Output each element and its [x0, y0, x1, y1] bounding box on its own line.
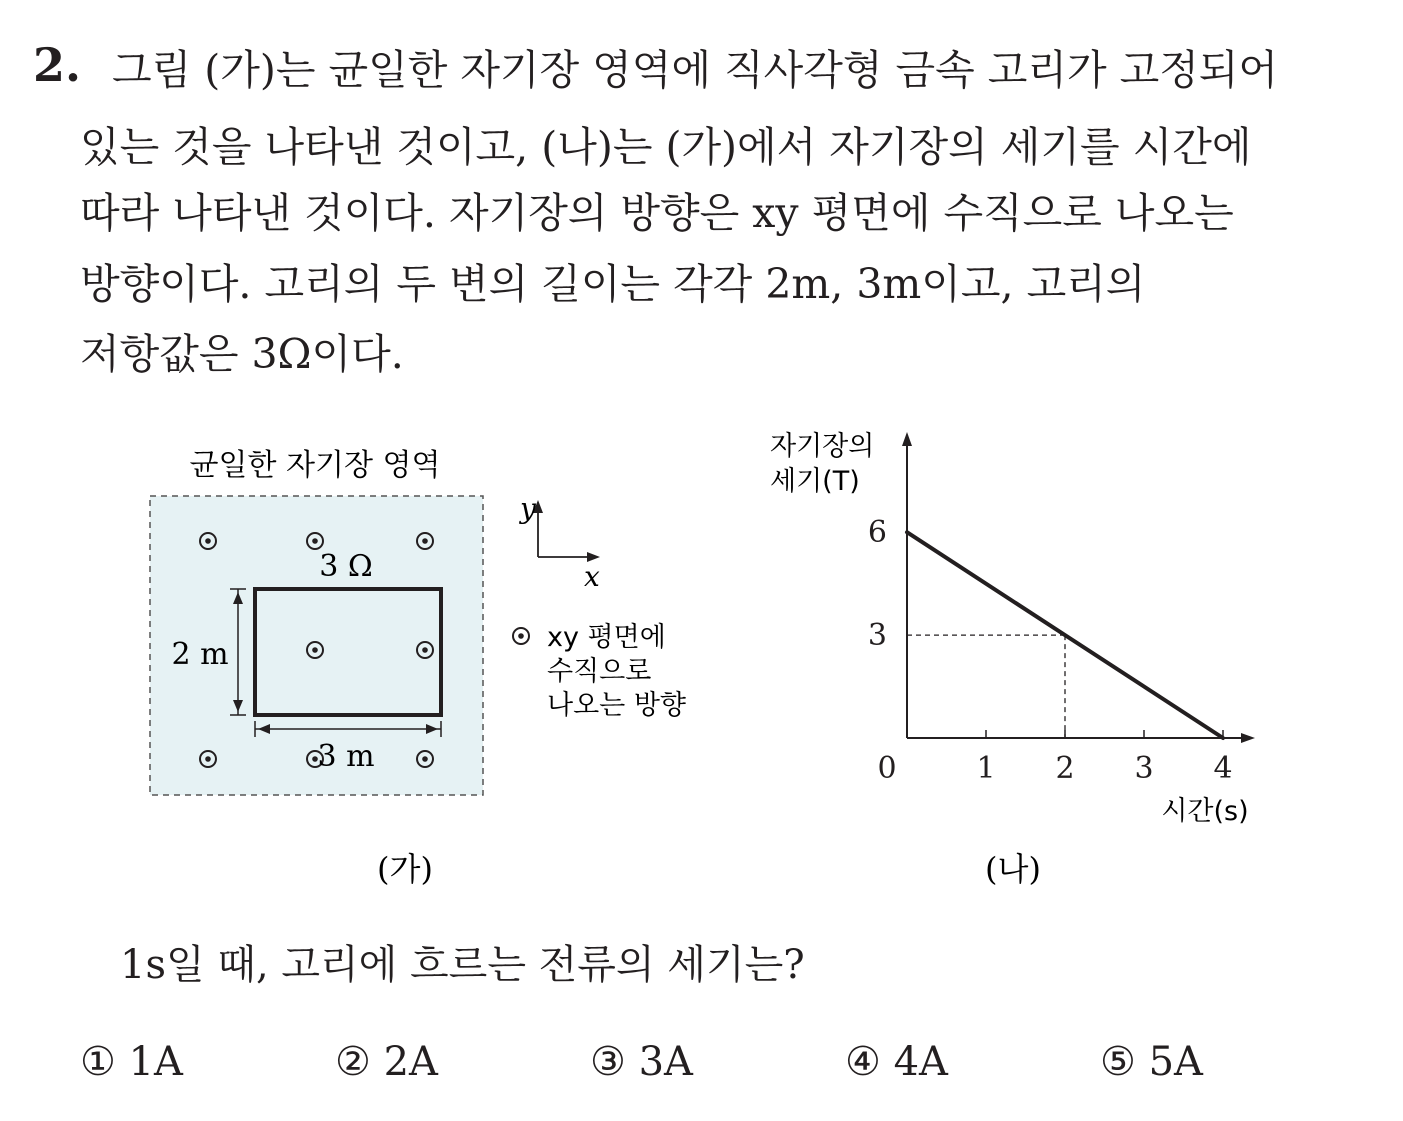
- choice-4[interactable]: ④ 4A: [845, 1039, 948, 1085]
- figure-na-caption: (나): [985, 850, 1041, 888]
- prompt-line-1: 그림 (가)는 균일한 자기장 영역에 직사각형 금속 고리가 고정되어: [112, 46, 1279, 94]
- question-number: 2.: [33, 38, 82, 92]
- chart-y-tick-label: 6: [867, 515, 887, 551]
- chart-y-axis-arrow: [902, 432, 912, 446]
- legend-line-2: 수직으로: [547, 656, 652, 687]
- chart-xlabel: 시간(s): [1161, 796, 1249, 827]
- resistance-label: 3 Ω: [319, 549, 373, 584]
- question-text: 1s일 때, 고리에 흐르는 전류의 세기는?: [120, 942, 805, 988]
- chart-ylabel-line-1: 자기장의: [770, 431, 875, 462]
- chart-x-tick-label: 0: [877, 751, 897, 786]
- choice-3[interactable]: ③ 3A: [590, 1039, 693, 1085]
- figure-ga-caption: (가): [377, 850, 433, 888]
- axes-indicator: [533, 500, 600, 562]
- legend-line-1: xy 평면에: [547, 622, 666, 653]
- height-label: 2 m: [171, 637, 229, 672]
- choice-2[interactable]: ② 2A: [335, 1039, 438, 1085]
- prompt-line-3: 따라 나타낸 것이다. 자기장의 방향은 xy 평면에 수직으로 나오는: [80, 189, 1234, 237]
- choice-5[interactable]: ⑤ 5A: [1100, 1039, 1203, 1085]
- figure-na-chart: [740, 420, 1300, 900]
- chart-ylabel-line-2: 세기(T): [770, 466, 860, 497]
- legend-line-3: 나오는 방향: [547, 690, 686, 721]
- width-label: 3 m: [317, 739, 375, 774]
- axis-y-label: y: [520, 492, 536, 525]
- chart-x-tick-label: 2: [1055, 751, 1075, 786]
- chart-x-tick-label: 1: [976, 751, 996, 786]
- prompt-line-4: 방향이다. 고리의 두 변의 길이는 각각 2m, 3m이고, 고리의: [80, 260, 1146, 308]
- choice-1[interactable]: ① 1A: [80, 1039, 183, 1085]
- region-label: 균일한 자기장 영역: [189, 448, 441, 483]
- chart-x-tick-label: 3: [1134, 751, 1154, 786]
- chart-x-tick-label: 4: [1213, 751, 1233, 786]
- chart-x-axis-arrow: [1241, 733, 1255, 743]
- axis-x-label: x: [584, 560, 600, 593]
- prompt-line-5: 저항값은 3Ω이다.: [80, 330, 404, 378]
- prompt-line-2: 있는 것을 나타낸 것이고, (나)는 (가)에서 자기장의 세기를 시간에: [80, 123, 1252, 171]
- figure-ga: [100, 420, 820, 900]
- legend-dot-icon: [513, 628, 529, 644]
- chart-y-tick-label: 3: [867, 618, 887, 654]
